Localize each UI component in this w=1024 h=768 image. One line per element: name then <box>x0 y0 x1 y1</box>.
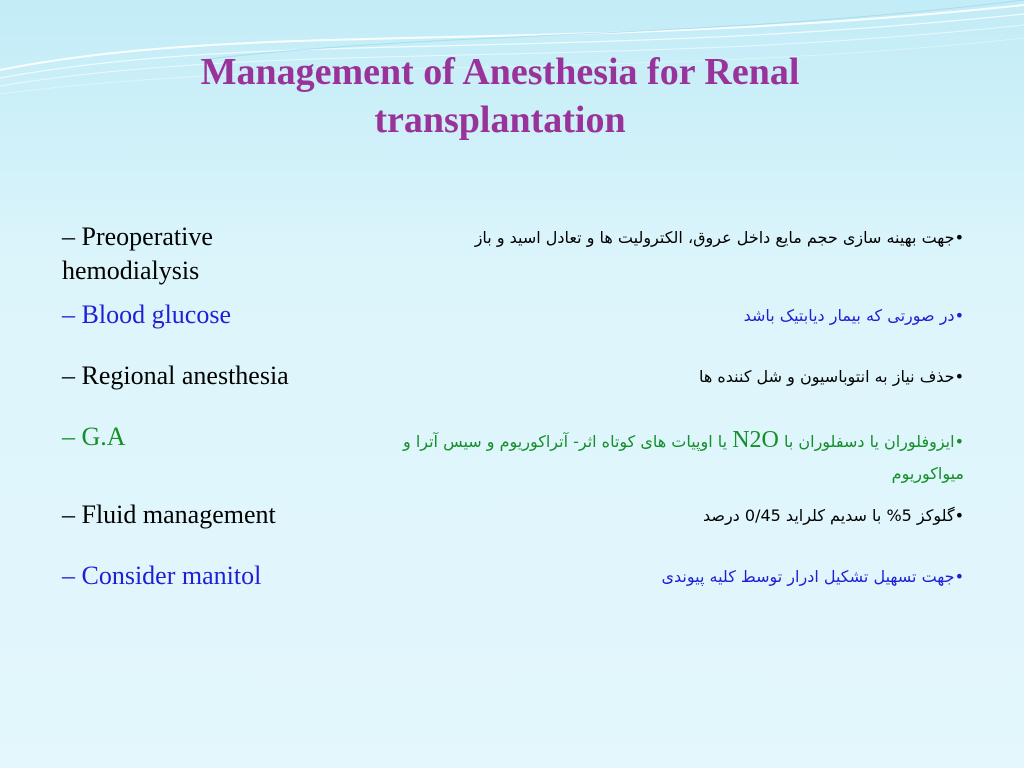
item-label: Blood glucose <box>81 300 231 329</box>
item-label: Consider manitol <box>81 561 262 590</box>
item-regional-anesthesia-note <box>384 361 964 393</box>
item-fluid-management <box>62 498 276 532</box>
bullet: • <box>954 306 964 325</box>
bullet: • <box>954 432 964 451</box>
note-text: جهت تسهیل تشکیل ادرار توسط کلیه پیوندی <box>661 567 955 586</box>
note-text-part2: یا اوپیات های کوتاه اثر- آتراکوریوم و سیس آترا و میواکوریوم <box>403 432 964 483</box>
item-consider-manitol-note <box>384 561 964 593</box>
item-regional-anesthesia <box>62 359 289 393</box>
slide-title-line1: Management of Anesthesia for Renal <box>200 51 800 93</box>
item-label: Fluid management <box>81 500 276 529</box>
note-text: جهت بهینه سازی حجم مایع داخل عروق، الکترولیت ها و تعادل اسید و باز <box>474 228 955 247</box>
item-general-anesthesia-note <box>384 424 964 490</box>
bullet: • <box>954 567 964 586</box>
note-text-part1: ایزوفلوران یا دسفلوران با <box>783 432 955 451</box>
dash: – <box>62 561 75 590</box>
item-general-anesthesia <box>62 420 126 454</box>
item-fluid-management-note <box>384 500 964 532</box>
dash: – <box>62 222 75 251</box>
n2o-text: N2O <box>732 427 779 453</box>
item-label-line2: hemodialysis <box>62 256 200 285</box>
note-text: در صورتی که بیمار دیابتیک باشد <box>743 306 955 325</box>
item-preoperative-note <box>384 222 964 254</box>
item-blood-glucose-note <box>384 300 964 332</box>
dash: – <box>62 300 75 329</box>
dash: – <box>62 422 75 451</box>
bullet: • <box>954 506 964 525</box>
bullet: • <box>954 228 964 247</box>
dash: – <box>62 361 75 390</box>
dash: – <box>62 500 75 529</box>
item-blood-glucose <box>62 298 231 332</box>
slide-title-line2: transplantation <box>374 99 626 141</box>
note-text: حذف نیاز به انتوباسیون و شل کننده ها <box>698 367 955 386</box>
bullet: • <box>954 367 964 386</box>
item-label: Preoperative <box>81 222 213 251</box>
slide-title <box>0 48 1000 144</box>
item-label: G.A <box>81 422 126 451</box>
note-text: گلوکز 5% با سدیم کلراید 0/45 درصد <box>702 506 955 525</box>
item-consider-manitol <box>62 559 261 593</box>
item-preoperative-hemodialysis <box>62 220 292 288</box>
item-label: Regional anesthesia <box>81 361 289 390</box>
